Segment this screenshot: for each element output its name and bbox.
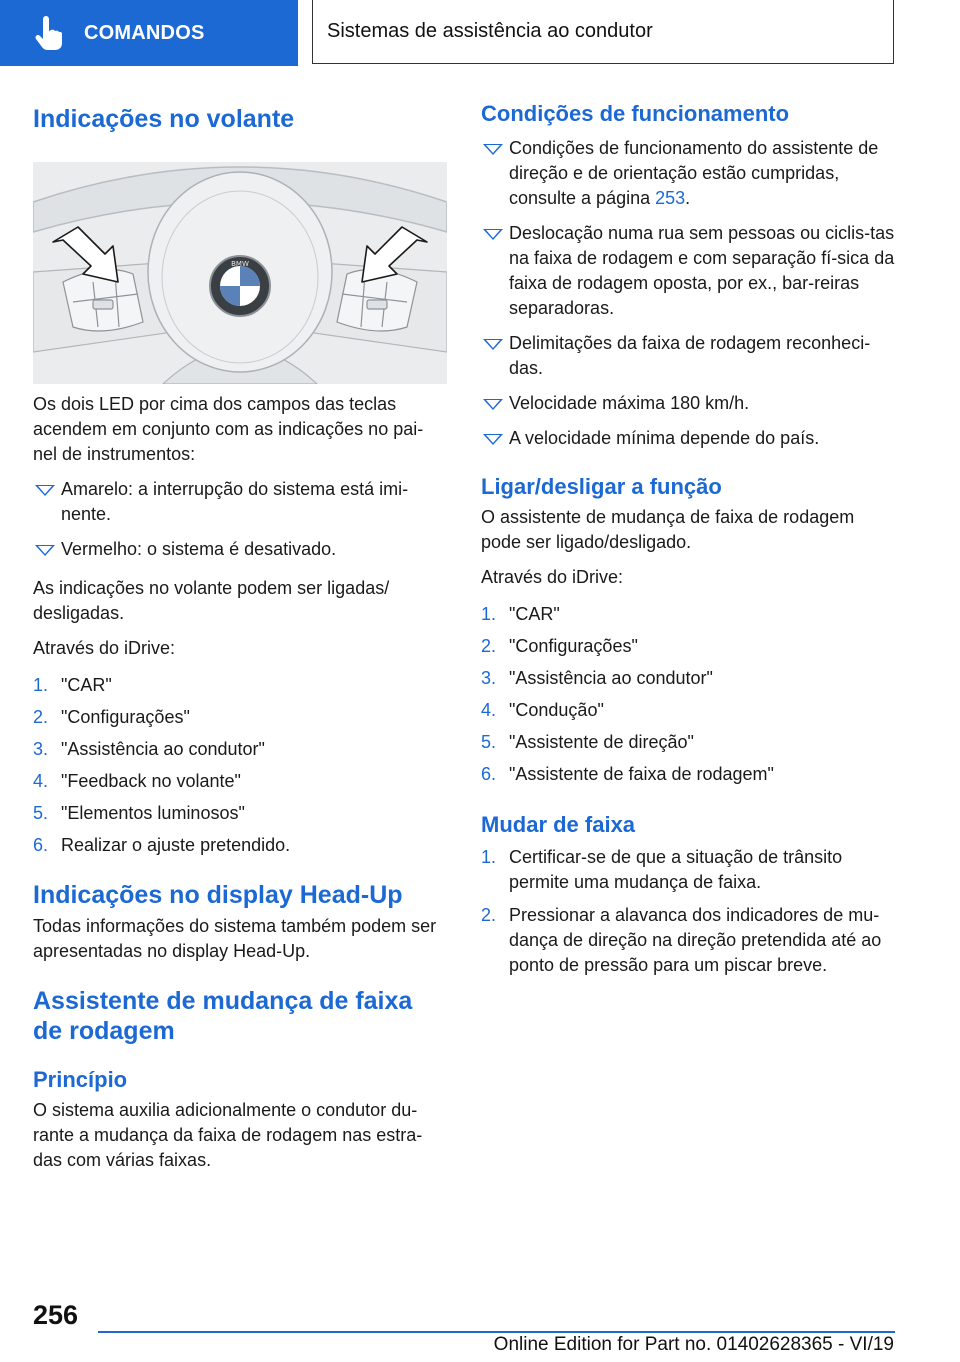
list-item: 4. "Feedback no volante" [33, 771, 241, 791]
triangle-bullet-icon [35, 545, 55, 556]
list-item: 5. "Assistente de direção" [481, 732, 694, 752]
page-number: 256 [33, 1300, 79, 1330]
list-item: 1. "CAR" [33, 675, 112, 695]
led-color-list [33, 477, 447, 562]
chapter-tab [0, 0, 298, 66]
paragraph-indicacoes-ligadas: As indicações no volante podem ser ligadas/ desligadas. [33, 578, 390, 623]
footer-divider [98, 1331, 895, 1333]
steering-wheel-figure [33, 162, 447, 384]
lane-change-steps [481, 845, 895, 978]
triangle-bullet-icon [483, 434, 503, 445]
steering-wheel-illustration [33, 162, 447, 384]
bmw-logo-letters: BMW [231, 260, 249, 268]
list-item: Deslocação numa rua sem pessoas ou ciclis-tas na faixa de rodagem e com separação fí-sica da faixa de rodagem oposta, por ex., bar-reiras separadoras. [481, 221, 895, 321]
heading-head-up: Indicações no display Head-Up [33, 881, 403, 909]
paragraph-idrive: Através do iDrive: [33, 638, 176, 658]
list-item: Delimitações da faixa de rodagem reconheci-das. [481, 331, 895, 381]
heading-condicoes: Condições de funcionamento [481, 101, 790, 126]
triangle-bullet-icon [35, 485, 55, 496]
page-header [0, 0, 960, 66]
page-link-253[interactable]: 253 [655, 188, 686, 208]
heading-ligar-desligar: Ligar/desligar a função [481, 474, 722, 499]
list-item: 1. "CAR" [481, 604, 560, 624]
list-item: Vermelho: o sistema é desativado. [33, 537, 447, 562]
heading-principio: Princípio [33, 1067, 128, 1092]
idrive-steps-faixa [481, 602, 895, 787]
heading-indicacoes-volante: Indicações no volante [33, 105, 295, 133]
left-column [33, 96, 447, 1173]
list-item: A velocidade mínima depende do país. [481, 426, 895, 451]
paragraph-head-up: Todas informações do sistema também podem ser apresentadas no display Head-Up. [33, 916, 437, 961]
list-item: 2. "Configurações" [481, 636, 638, 656]
list-item: 2. Pressionar a alavanca dos indicadores de mu-dança de direção na direção pretendida até ao ponto de pressão para um piscar breve. [481, 905, 882, 975]
list-item: 3. "Assistência ao condutor" [33, 739, 265, 759]
pointing-hand-icon [28, 13, 68, 53]
list-item: Velocidade máxima 180 km/h. [481, 391, 895, 416]
list-item: 6. "Assistente de faixa de rodagem" [481, 764, 774, 784]
section-title: Sistemas de assistência ao condutor [312, 0, 894, 64]
list-item: 3. "Assistência ao condutor" [481, 668, 713, 688]
paragraph-idrive: Através do iDrive: [481, 567, 624, 587]
heading-mudar-faixa: Mudar de faixa [481, 812, 636, 837]
edition-text: Online Edition for Part no. 01402628365 - VI/19 [493, 1334, 894, 1355]
list-item: 2. "Configurações" [33, 707, 190, 727]
heading-assistente-mudanca: Assistente de mudança de faixa de rodagem [33, 987, 413, 1045]
list-item: Condições de funcionamento do assistente de direção e de orientação estão cumpridas, consulte a página 253. [481, 136, 895, 211]
paragraph-principio: O sistema auxilia adicionalmente o condutor du-rante a mudança da faixa de rodagem nas estra-das com várias faixas. [33, 1100, 423, 1170]
triangle-bullet-icon [483, 339, 503, 350]
list-item: Amarelo: a interrupção do sistema está imi-nente. [33, 477, 447, 527]
paragraph-ligar: O assistente de mudança de faixa de rodagem pode ser ligado/desligado. [481, 507, 855, 552]
right-column [481, 100, 895, 978]
triangle-bullet-icon [483, 229, 503, 240]
chapter-label: COMANDOS [84, 21, 205, 44]
triangle-bullet-icon [483, 399, 503, 410]
paragraph-leds: Os dois LED por cima dos campos das teclas acendem em conjunto com as indicações no pai-nel de instrumentos: [33, 394, 424, 464]
list-item: 1. Certificar-se de que a situação de trânsito permite uma mudança de faixa. [481, 847, 843, 892]
list-item: 6. Realizar o ajuste pretendido. [33, 835, 291, 855]
triangle-bullet-icon [483, 144, 503, 155]
list-item: 5. "Elementos luminosos" [33, 803, 245, 823]
conditions-list [481, 136, 895, 451]
list-item: 4. "Condução" [481, 700, 604, 720]
idrive-steps-volante [33, 673, 447, 858]
